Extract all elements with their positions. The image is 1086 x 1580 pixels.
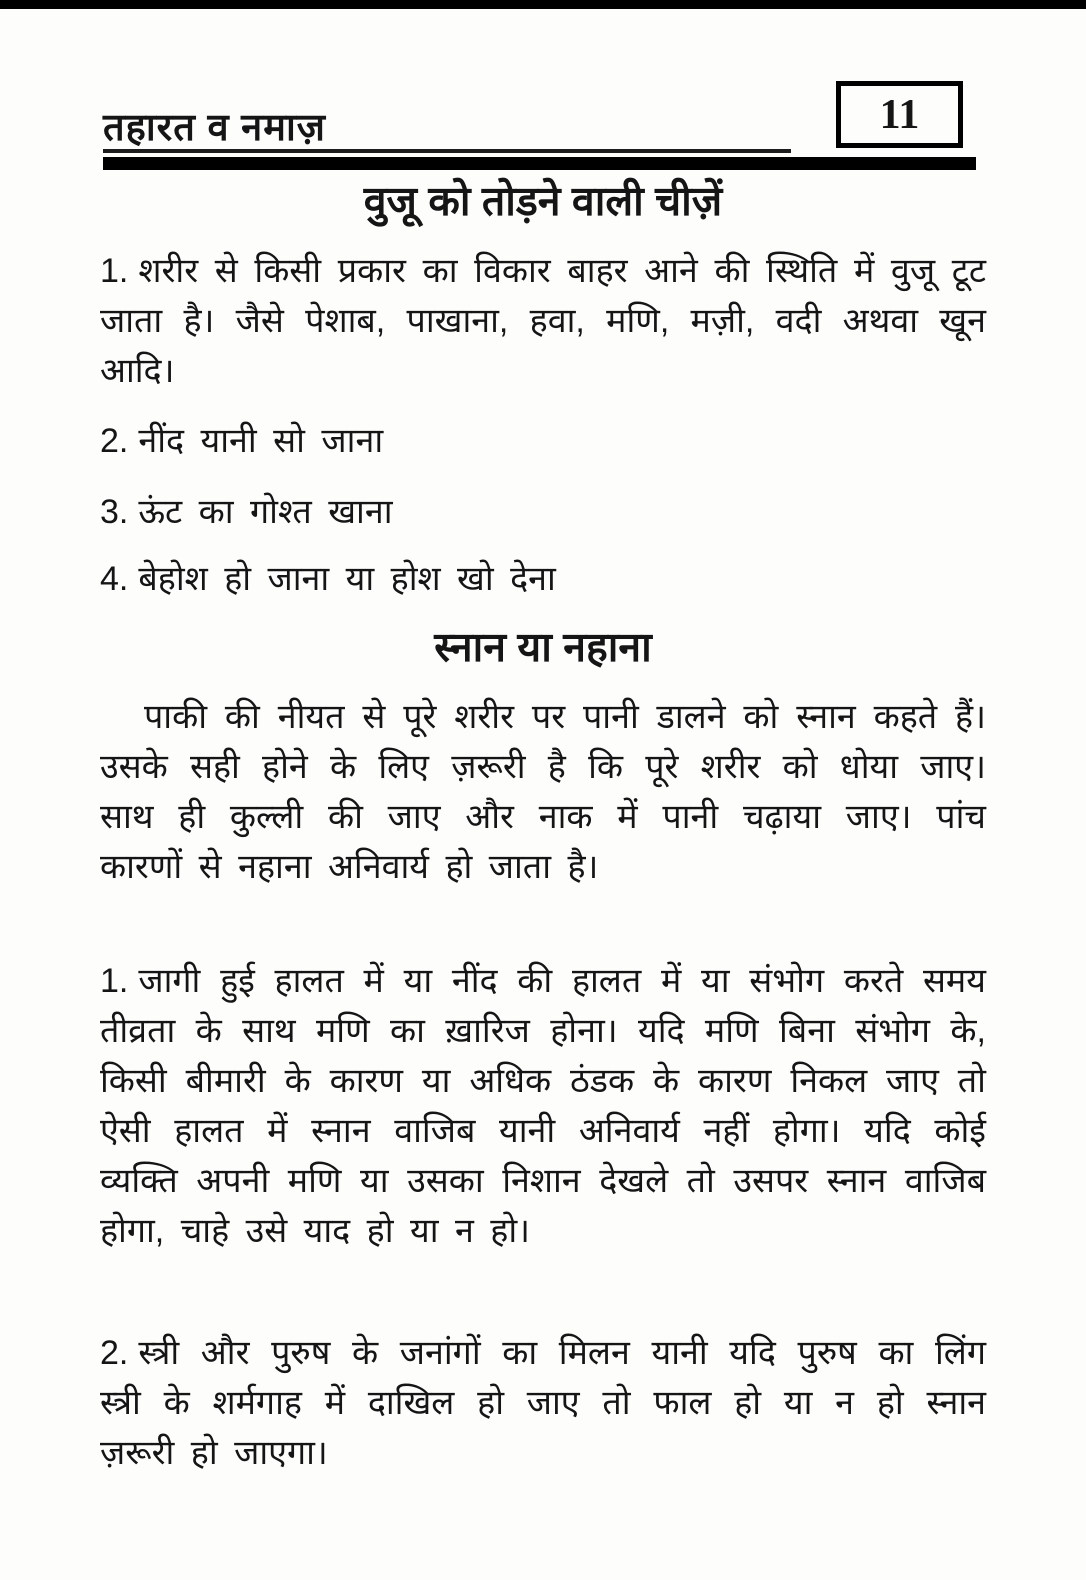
item-number: 3. xyxy=(100,493,129,531)
wudu-list-item-3 xyxy=(100,487,986,537)
item-number: 1. xyxy=(100,962,129,1000)
item-number: 2. xyxy=(100,1334,129,1372)
ghusl-list-item-2 xyxy=(100,1328,986,1478)
page-number-box xyxy=(836,81,963,148)
scan-top-edge xyxy=(0,0,1086,9)
wudu-list-item-2 xyxy=(100,416,986,466)
item-number: 2. xyxy=(100,422,129,460)
section-heading-wudu-breakers: वुजू को तोड़ने वाली चीज़ें xyxy=(363,178,723,224)
item-text: जागी हुई हालत में या नींद की हालत में या संभोग करते समय तीव्रता के साथ मणि का ख़ारिज होना। यदि मणि बिना संभोग के, किसी बीमारी के कारण या अधिक ठंडक के कारण निकल जाए तो ऐसी हालत में स्नान वाजिब यानी अनिवार्य नहीं होगा। यदि कोई व्यक्ति अपनी मणि या उसका निशान देखले तो उसपर स्नान वाजिब होगा, चाहे उसे याद हो या न हो। xyxy=(100,962,986,1250)
ghusl-intro-paragraph: पाकी की नीयत से पूरे शरीर पर पानी डालने को स्नान कहते हैं। उसके सही होने के लिए ज़रूरी है कि पूरे शरीर को धोया जाए। साथ ही कुल्ली की जाए और नाक में पानी चढ़ाया जाए। पांच कारणों से नहाना अनिवार्य हो जाता है। xyxy=(100,698,986,886)
item-text: ऊंट का गोश्त खाना xyxy=(138,493,393,531)
running-title: तहारत व नमाज़ xyxy=(103,107,326,149)
item-text: शरीर से किसी प्रकार का विकार बाहर आने की स्थिति में वुजू टूट जाता है। जैसे पेशाब, पाखाना, हवा, मणि, मज़ी, वदी अथवा खून आदि। xyxy=(100,252,986,390)
item-text: नींद यानी सो जाना xyxy=(138,422,384,460)
page-number: 11 xyxy=(879,91,920,138)
wudu-list-item-4 xyxy=(100,554,986,604)
section-heading-ghusl: स्नान या नहाना xyxy=(434,624,652,670)
item-number: 4. xyxy=(100,560,129,598)
item-number: 1. xyxy=(100,252,129,290)
ghusl-list-item-1 xyxy=(100,956,986,1256)
header-rule-thin xyxy=(103,149,791,153)
header-rule-thick xyxy=(103,157,976,170)
wudu-list-item-1 xyxy=(100,246,986,396)
item-text: बेहोश हो जाना या होश खो देना xyxy=(138,560,556,598)
item-text: स्त्री और पुरुष के जनांगों का मिलन यानी यदि पुरुष का लिंग स्त्री के शर्मगाह में दाखिल हो जाए तो फाल हो या न हो स्नान ज़रूरी हो जाएगा। xyxy=(100,1334,986,1472)
